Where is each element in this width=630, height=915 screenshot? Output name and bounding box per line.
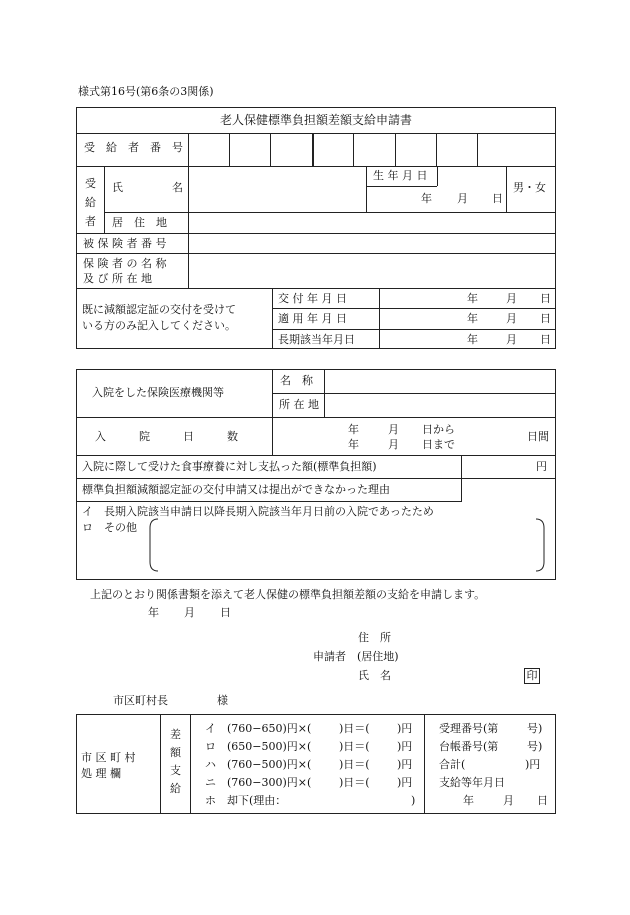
calc-row-i[interactable]: イ (760−650)円×( )日＝( )円 — [205, 722, 413, 735]
form-number: 様式第16号(第6条の3関係) — [78, 85, 214, 98]
insurer-label-1: 保 険 者 の 名 称 — [83, 257, 167, 270]
insured-number-label: 被 保 険 者 番 号 — [83, 237, 167, 250]
ledger-number-field[interactable]: 台帳番号(第 号) — [439, 740, 543, 753]
reason-label: 標準負担額減額認定証の交付申請又は提出ができなかった理由 — [82, 483, 390, 496]
address-field[interactable] — [189, 213, 555, 233]
recipient-label: 受 給 者 — [85, 177, 96, 228]
name-label: 氏 — [112, 181, 123, 194]
other-reason-field[interactable] — [148, 518, 546, 572]
form-title: 老人保健標準負担額差額支給申請書 — [219, 113, 412, 127]
reduction-note-2: いる方のみ記入してください。 — [82, 319, 236, 332]
recipient-number-cells[interactable] — [189, 134, 477, 166]
office-label-2: 処 理 欄 — [81, 767, 121, 780]
days-label: 入 院 日 数 — [95, 430, 238, 443]
diff-label-4: 給 — [170, 782, 181, 795]
reason-option-i[interactable]: イ 長期入院該当申請日以降長期入院該当年月日前の入院であったため — [82, 505, 434, 518]
meal-cost-field[interactable]: 円 — [536, 460, 547, 473]
long-term-date-label: 長期該当年月日 — [278, 333, 355, 346]
insurer-label-2: 及 び 所 在 地 — [83, 272, 152, 285]
recipient-number-label: 受 給 者 番 号 — [84, 141, 183, 154]
sex-options[interactable]: 男・女 — [513, 181, 546, 194]
applicant-label: 申請者 (居住地) — [313, 650, 399, 663]
apply-date-field[interactable]: 年 月 日 — [467, 312, 551, 325]
mayor-label: 市区町村長 — [113, 694, 168, 707]
dob-year: 年 — [421, 192, 432, 205]
stay-period-field[interactable]: 年 月 日から 年 月 日まで 日間 — [348, 423, 549, 451]
bracket-shape — [148, 518, 546, 572]
meal-cost-label: 入院に際して受けた食事療養に対し支払った額(標準負担額) — [82, 460, 377, 473]
calc-row-ni[interactable]: ニ (760−300)円×( )日＝( )円 — [205, 776, 413, 789]
reduction-note-1: 既に減額認定証の交付を受けて — [82, 303, 236, 316]
diff-label-3: 支 — [170, 764, 181, 777]
calc-row-ro[interactable]: ロ (650−500)円×( )日＝( )円 — [205, 740, 413, 753]
application-statement: 上記のとおり関係書類を添えて老人保健の標準負担額差額の支給を申請します。 — [90, 588, 486, 601]
long-term-date-field[interactable]: 年 月 日 — [467, 333, 551, 346]
hospital-address-label: 所 在 地 — [279, 398, 319, 411]
name-label-2: 名 — [172, 181, 183, 194]
dob-field[interactable] — [367, 187, 505, 211]
hospital-name-label: 名 称 — [280, 374, 313, 387]
dob-day: 日 — [492, 192, 503, 205]
office-label-1: 市 区 町 村 — [81, 751, 136, 764]
dob-month: 月 — [457, 192, 468, 205]
name-field[interactable] — [189, 167, 365, 211]
applicant-address-label: 住 所 — [358, 631, 391, 644]
insurer-field[interactable] — [189, 254, 555, 288]
payment-date-label: 支給等年月日 — [439, 776, 505, 789]
issue-date-label: 交 付 年 月 日 — [278, 292, 347, 305]
applicant-name-label: 氏 名 — [358, 669, 391, 682]
issue-date-field[interactable]: 年 月 日 — [467, 292, 551, 305]
hospital-name-field[interactable] — [325, 370, 555, 392]
diff-label-2: 額 — [170, 746, 181, 759]
total-field[interactable]: 合計( )円 — [439, 758, 541, 771]
applicant-name-field[interactable] — [410, 665, 520, 685]
insured-number-field[interactable] — [189, 234, 555, 253]
calc-row-ha[interactable]: ハ (760−500)円×( )日＝( )円 — [205, 758, 413, 771]
apply-date-label: 適 用 年 月 日 — [278, 312, 347, 325]
reason-option-ro[interactable]: ロ その他 — [82, 521, 137, 534]
address-label: 居 住 地 — [112, 216, 167, 229]
diff-label-1: 差 — [170, 728, 181, 741]
receipt-number-field[interactable]: 受理番号(第 号) — [439, 722, 543, 735]
hospital-address-field[interactable] — [325, 394, 555, 417]
calc-row-ho[interactable]: ホ 却下(理由： ) — [205, 794, 416, 807]
payment-date-field[interactable]: 年 月 日 — [463, 794, 548, 807]
sama-label: 様 — [217, 694, 228, 707]
hospital-label: 入院をした保険医療機関等 — [92, 386, 224, 399]
application-date-field[interactable]: 年 月 日 — [148, 606, 231, 619]
dob-label: 生 年 月 日 — [373, 169, 428, 182]
seal-mark: 印 — [524, 668, 540, 684]
